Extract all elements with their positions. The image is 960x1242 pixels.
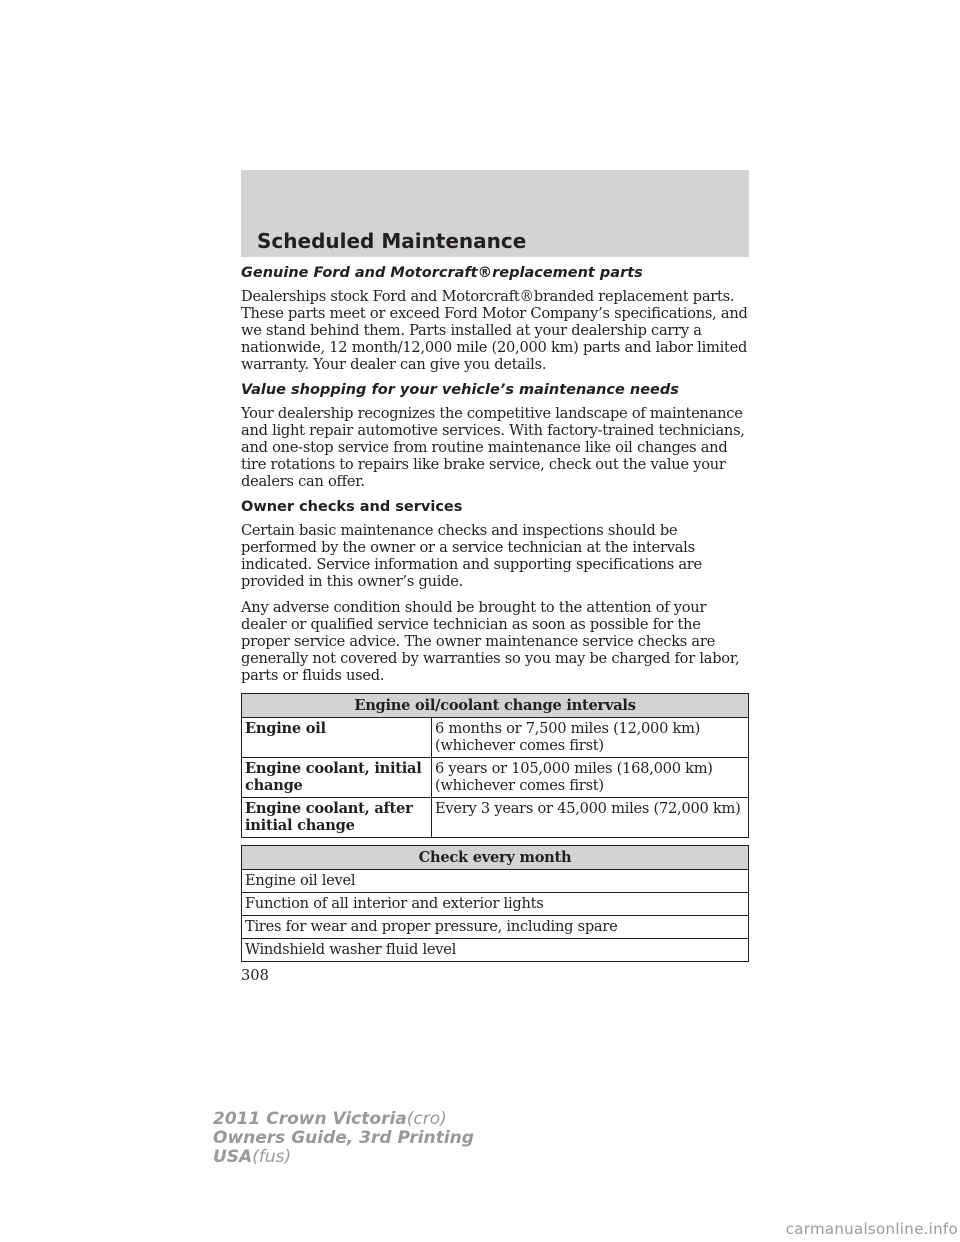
interval-value: 6 years or 105,000 miles (168,000 km) (whichever comes first)	[432, 758, 749, 798]
owner-checks-heading: Owner checks and services	[241, 499, 463, 515]
parts-paragraph: Dealerships stock Ford and Motorcraft®branded replacement parts. These parts meet or exceed Ford Motor Company’s specifications, and we stand behind them. Parts installed at your dealership carry a nationwide, 12 month/12,000 mile (20,000 km) parts and labor limited warranty. Your dealer can give you details.	[241, 288, 748, 373]
table-row	[242, 893, 749, 916]
monthly-checks-table	[241, 845, 749, 962]
monthly-table-title: Check every month	[242, 846, 749, 870]
interval-value: 6 months or 7,500 miles (12,000 km) (whichever comes first)	[432, 718, 749, 758]
owner-checks-paragraph-2: Any adverse condition should be brought to the attention of your dealer or qualified service technician as soon as possible for the proper service advice. The owner maintenance service checks are generally not covered by warranties so you may be charged for labor, parts or fluids used.	[241, 599, 740, 684]
table-row	[242, 798, 749, 838]
table-row	[242, 939, 749, 962]
value-heading: Value shopping for your vehicle’s maintenance needs	[241, 382, 679, 398]
footer-region-code: (fus)	[252, 1147, 292, 1167]
page-content	[241, 265, 749, 962]
page-number: 308	[241, 967, 269, 984]
document-footer	[213, 1110, 474, 1167]
monthly-check-item: Engine oil level	[242, 870, 749, 893]
table-row	[242, 758, 749, 798]
intervals-table	[241, 693, 749, 838]
footer-model: 2011 Crown Victoria	[213, 1109, 407, 1129]
interval-label: Engine coolant, initial change	[242, 758, 432, 798]
intervals-table-title: Engine oil/coolant change intervals	[242, 694, 749, 718]
interval-label: Engine coolant, after initial change	[242, 798, 432, 838]
monthly-check-item: Tires for wear and proper pressure, including spare	[242, 916, 749, 939]
interval-value: Every 3 years or 45,000 miles (72,000 km)	[432, 798, 749, 838]
watermark-text: carmanualsonline.info	[785, 1220, 958, 1238]
section-header-band	[241, 170, 749, 257]
table-row	[242, 718, 749, 758]
parts-heading: Genuine Ford and Motorcraft®replacement parts	[241, 265, 643, 281]
value-paragraph: Your dealership recognizes the competitive landscape of maintenance and light repair automotive services. With factory-trained technicians, and one-stop service from routine maintenance like oil changes and tire rotations to repairs like brake service, check out the value your dealers can offer.	[241, 405, 745, 490]
footer-model-code: (cro)	[406, 1109, 447, 1129]
monthly-check-item: Windshield washer fluid level	[242, 939, 749, 962]
footer-guide: Owners Guide, 3rd Printing	[213, 1128, 474, 1148]
table-row	[242, 870, 749, 893]
section-title: Scheduled Maintenance	[257, 229, 527, 253]
footer-region: USA	[213, 1147, 253, 1167]
monthly-check-item: Function of all interior and exterior lights	[242, 893, 749, 916]
interval-label: Engine oil	[242, 718, 432, 758]
table-row	[242, 916, 749, 939]
owner-checks-paragraph-1: Certain basic maintenance checks and inspections should be performed by the owner or a service technician at the intervals indicated. Service information and supporting specifications are provided in this owner’s guide.	[241, 522, 702, 590]
